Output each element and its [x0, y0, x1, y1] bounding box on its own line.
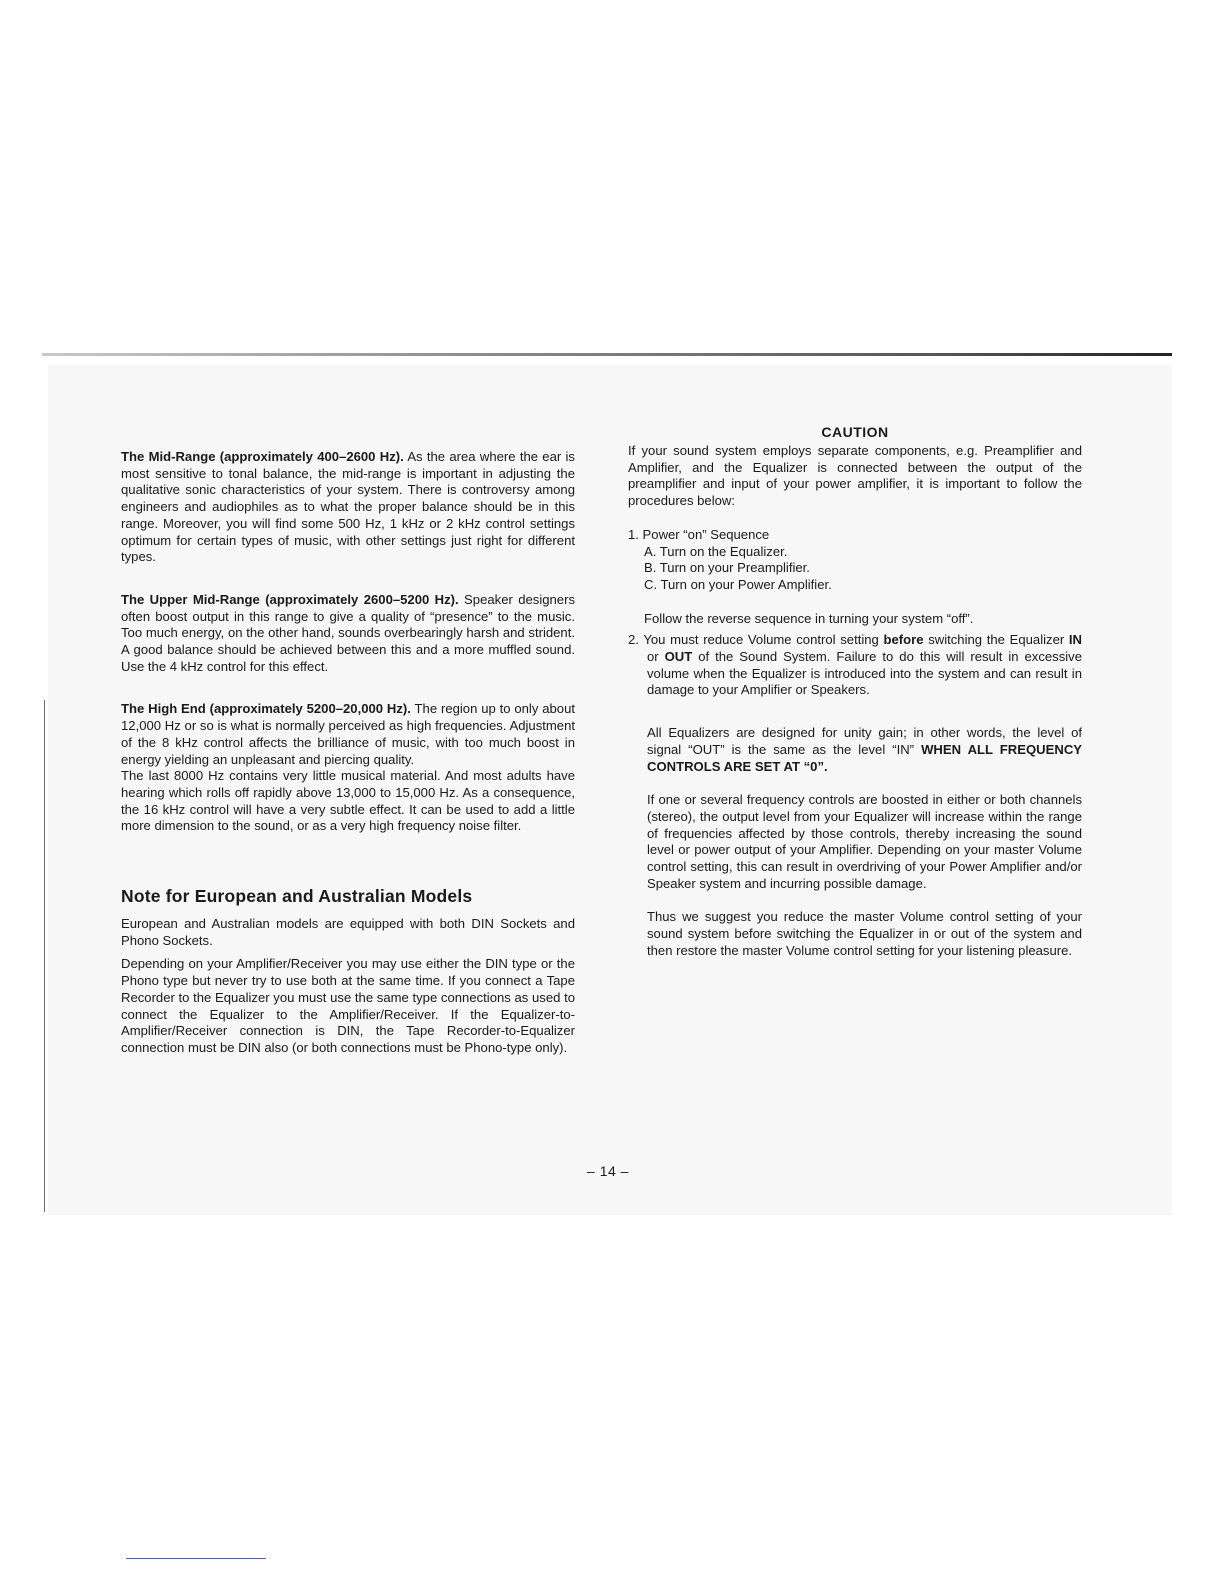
- step-a: A. Turn on the Equalizer.: [644, 543, 788, 559]
- midrange-heading: The Mid-Range (approximately 400–2600 Hz).: [121, 449, 404, 464]
- volume-warning-before: before: [883, 632, 924, 648]
- caution-title: CAUTION: [821, 424, 889, 440]
- volume-warning-rest: of the Sound System. Failure to do this will result in excessive volume when the Equalizer is introduced into the system and can result in damage to your Amplifier or Speakers.: [647, 649, 1082, 698]
- note-paragraph-2: Depending on your Amplifier/Receiver you may use either the DIN type or the Phono type but never try to use both at the same time. If you connect a Tape Recorder to the Equalizer you must use the same type connections as used to connect the Equalizer to the Amplifier/Receiver. If the Equalizer-to-Amplifier/Receiver connection is DIN, the Tape Recorder-to-Equalizer connection must be DIN also (or both connections must be Phono-type only).: [121, 956, 575, 1055]
- unity-gain-emphasis: WHEN ALL FREQUENCY CONTROLS ARE SET AT “0”.: [647, 741, 1083, 774]
- volume-warning-out: OUT: [664, 649, 693, 665]
- upper-midrange-heading: The Upper Mid-Range (approximately 2600–5200 Hz).: [121, 591, 459, 607]
- high-end-paragraph-2: The last 8000 Hz contains very little musical material. And most adults have hearing which rolls off rapidly above 13,000 to 15,000 Hz. As a consequence, the 16 kHz control will have a very subtle effect. It can be used to add a little more dimension to the sound, or as a very high frequency noise filter.: [121, 768, 575, 834]
- bottom-rule: [126, 1558, 266, 1559]
- step-c: C. Turn on your Power Amplifier.: [644, 576, 832, 592]
- unity-gain-paragraph: [628, 725, 1082, 775]
- right-column: [628, 424, 1082, 960]
- note-section-title: Note for European and Australian Models: [121, 886, 473, 907]
- volume-warning-mid1: switching the Equalizer: [923, 632, 1069, 648]
- volume-warning-mid2: or: [647, 649, 665, 665]
- upper-midrange-text: Speaker designers often boost output in this range to give a quality of “presence” to the music. Too much energy, on the other hand, sounds overbearingly harsh and strident. A good balance should be achieved between this and a more muffled sound. Use the 4 kHz control for this effect.: [121, 591, 575, 674]
- volume-warning-in: IN: [1068, 632, 1082, 648]
- suggestion-paragraph: Thus we suggest you reduce the master Volume control setting of your sound system before switching the Equalizer in or out of the system and then restore the master Volume control setting for your listening pleasure.: [647, 909, 1082, 958]
- left-column: [121, 449, 575, 1057]
- high-end-paragraph: [121, 701, 575, 768]
- left-margin-line: [44, 700, 45, 1212]
- step-b: B. Turn on your Preamplifier.: [644, 560, 810, 576]
- high-end-heading: The High End (approximately 5200–20,000 Hz).: [121, 701, 411, 717]
- page-number: – 14 –: [587, 1163, 629, 1179]
- volume-warning-prefix: 2. You must reduce Volume control setting: [628, 632, 884, 648]
- high-end-text: The region up to only about 12,000 Hz or so is what is normally perceived as high frequencies. Adjustment of the 8 kHz control affects the brilliance of music, with too much boost in energy yielding an unpleasant and piercing quality.: [121, 701, 576, 767]
- reverse-sequence-note: Follow the reverse sequence in turning your system “off”.: [644, 610, 974, 626]
- caution-intro: If your sound system employs separate components, e.g. Preamplifier and Amplifier, and the Equalizer is connected between the output of the preamplifier and input of your power amplifier, it is important to follow the procedures below:: [628, 443, 1082, 509]
- midrange-text: As the area where the ear is most sensitive to tonal balance, the mid-range is important in adjusting the qualitative sonic characteristics of your system. There is controversy among engineers and audiophiles as to what the proper balance should be in this range. Moreover, you will find some 500 Hz, 1 kHz or 2 kHz control settings optimum for certain types of music, with other settings just right for different types.: [121, 449, 575, 565]
- note-paragraph-1: European and Australian models are equipped with both DIN Sockets and Phono Sockets.: [121, 916, 575, 948]
- unity-gain-text: All Equalizers are designed for unity gain; in other words, the level of signal “OUT” is the same as the level “IN”: [647, 725, 1082, 757]
- volume-warning: [628, 632, 1082, 699]
- midrange-paragraph: [121, 449, 575, 566]
- top-divider-rule: [42, 353, 1172, 356]
- power-on-sequence-label: 1. Power “on” Sequence: [628, 526, 770, 542]
- upper-midrange-paragraph: [121, 592, 575, 676]
- boost-warning-paragraph: If one or several frequency controls are boosted in either or both channels (stereo), the output level from your Equalizer will increase within the range of frequencies affected by those controls, thereby increasing the sound level or power output of your Amplifier. Depending on your master Volume control setting, this can result in overdriving of your Power Amplifier and/or Speaker system and incurring possible damage.: [647, 792, 1082, 891]
